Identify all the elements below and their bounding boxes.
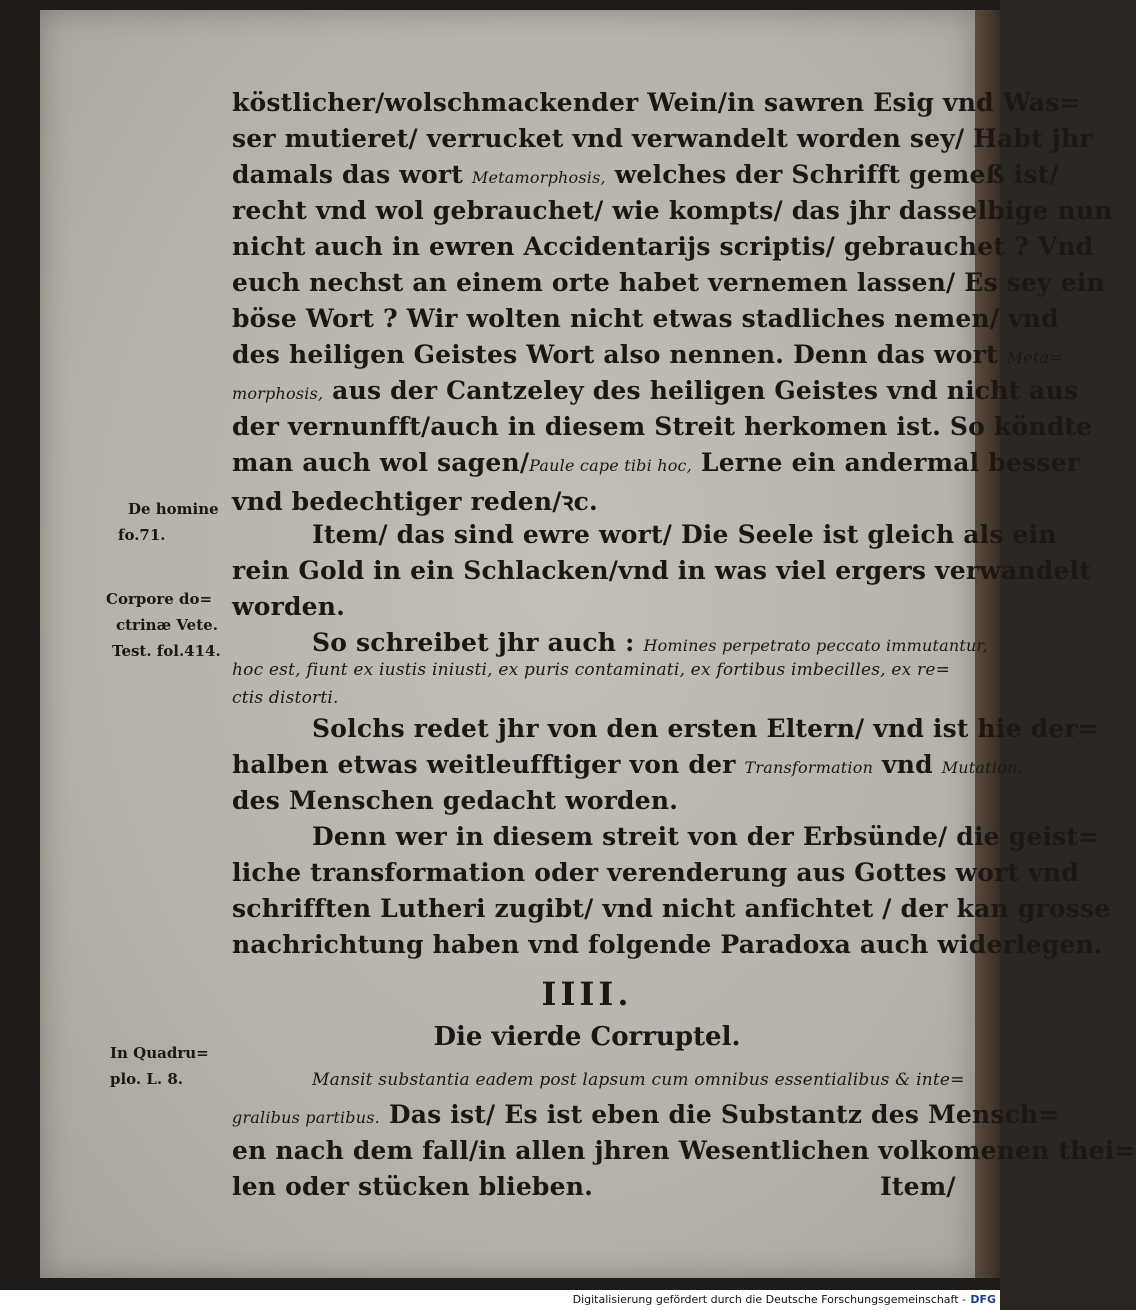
section-title: Die vierde Corruptel. xyxy=(433,1022,741,1052)
text-run: des heiligen Geistes Wort also nennen. Denn das wort xyxy=(232,340,998,369)
footer-bar xyxy=(0,1290,1000,1310)
latin-quote: Homines perpetrato peccato immutantur, xyxy=(643,636,988,655)
catchword: Item/ xyxy=(880,1172,956,1201)
text-line: liche transformation oder verenderung aus Gottes wort vnd xyxy=(232,858,1079,887)
text-line: rein Gold in ein Schlacken/vnd in was viel ergers verwandelt xyxy=(232,556,1091,585)
text-line: nachrichtung haben vnd folgende Paradoxa auch widerlegen. xyxy=(232,930,1103,959)
text-run: Das ist/ Es ist eben die Substantz des Mensch= xyxy=(388,1100,1060,1129)
text-line: recht vnd wol gebrauchet/ wie kompts/ das jhr dasselbige nun xyxy=(232,196,1113,225)
dfg-logo: DFG xyxy=(970,1293,996,1306)
latin-quote: gralibus partibus. xyxy=(232,1108,380,1127)
text-run: halben etwas weitleufftiger von der xyxy=(232,750,736,779)
text-line xyxy=(232,160,1059,189)
text-line xyxy=(232,376,1078,405)
text-line: Item/ das sind ewre wort/ Die Seele ist gleich als ein xyxy=(312,520,1057,549)
text-line xyxy=(232,750,1023,779)
latin-term: morphosis, xyxy=(232,384,324,403)
margin-note: De homine xyxy=(128,500,219,518)
text-run: So schreibet jhr auch : xyxy=(312,628,635,657)
text-line: böse Wort ? Wir wolten nicht etwas stadliches nemen/ vnd xyxy=(232,304,1059,333)
text-line xyxy=(232,340,1063,369)
text-line xyxy=(232,688,339,708)
margin-note: plo. L. 8. xyxy=(110,1070,184,1088)
margin-note: Test. fol.414. xyxy=(112,642,221,660)
text-run: welches der Schrifft gemeß ist/ xyxy=(614,160,1059,189)
text-run: aus der Cantzeley des heiligen Geistes vnd nicht aus xyxy=(332,376,1079,405)
text-line: köstlicher/wolschmackender Wein/in sawren Esig vnd Was= xyxy=(232,88,1081,117)
text-line xyxy=(232,660,950,680)
latin-term: Transformation xyxy=(744,758,874,777)
text-line: nicht auch in ewren Accidentarijs scriptis/ gebrauchet ? Vnd xyxy=(232,232,1094,261)
text-line: en nach dem fall/in allen jhren Wesentlichen volkomenen thei= xyxy=(232,1136,1136,1165)
margin-note: Corpore do= xyxy=(106,590,213,608)
latin-term: Metamorphosis, xyxy=(471,168,606,187)
section-number: IIII. xyxy=(541,975,633,1013)
text-line: Denn wer in diesem streit von der Erbsünde/ die geist= xyxy=(312,822,1100,851)
latin-quote: Paule cape tibi hoc, xyxy=(529,456,693,475)
text-run: vnd xyxy=(882,750,933,779)
text-line xyxy=(312,628,988,657)
text-line: euch nechst an einem orte habet vernemen lassen/ Es sey ein xyxy=(232,268,1105,297)
latin-quote: hoc est, fiunt ex iustis iniusti, ex puris contaminati, ex fortibus imbecilles, ex re= xyxy=(232,660,951,680)
text-line xyxy=(312,1070,965,1090)
text-line xyxy=(232,1100,1060,1129)
text-line xyxy=(232,448,1080,477)
text-line: der vernunfft/auch in diesem Streit herkomen ist. So köndte xyxy=(232,412,1093,441)
text-line: des Menschen gedacht worden. xyxy=(232,786,679,815)
text-run: Lerne ein andermal besser xyxy=(700,448,1081,477)
margin-note: ctrinæ Vete. xyxy=(116,616,218,634)
margin-note: In Quadru= xyxy=(110,1044,209,1062)
footer-credit: Digitalisierung gefördert durch die Deutsche Forschungsgemeinschaft - xyxy=(572,1293,966,1306)
text-line: Solchs redet jhr von den ersten Eltern/ vnd ist hie der= xyxy=(312,714,1099,743)
margin-note: fo.71. xyxy=(118,526,166,544)
latin-quote: Mansit substantia eadem post lapsum cum omnibus essentialibus & inte= xyxy=(312,1070,965,1090)
latin-quote: ctis distorti. xyxy=(232,688,339,708)
text-line: worden. xyxy=(232,592,346,621)
text-line: len oder stücken blieben. xyxy=(232,1172,593,1201)
text-line: schrifften Lutheri zugibt/ vnd nicht anfichtet / der kan grosse xyxy=(232,894,1111,923)
text-run: damals das wort xyxy=(232,160,463,189)
text-line: vnd bedechtiger reden/ꝛc. xyxy=(232,487,598,516)
latin-term: Meta= xyxy=(1006,348,1063,367)
text-line: ser mutieret/ verrucket vnd verwandelt worden sey/ Habt jhr xyxy=(232,124,1093,153)
latin-term: Mutation, xyxy=(941,758,1023,777)
text-run: man auch wol sagen/ xyxy=(232,448,530,477)
